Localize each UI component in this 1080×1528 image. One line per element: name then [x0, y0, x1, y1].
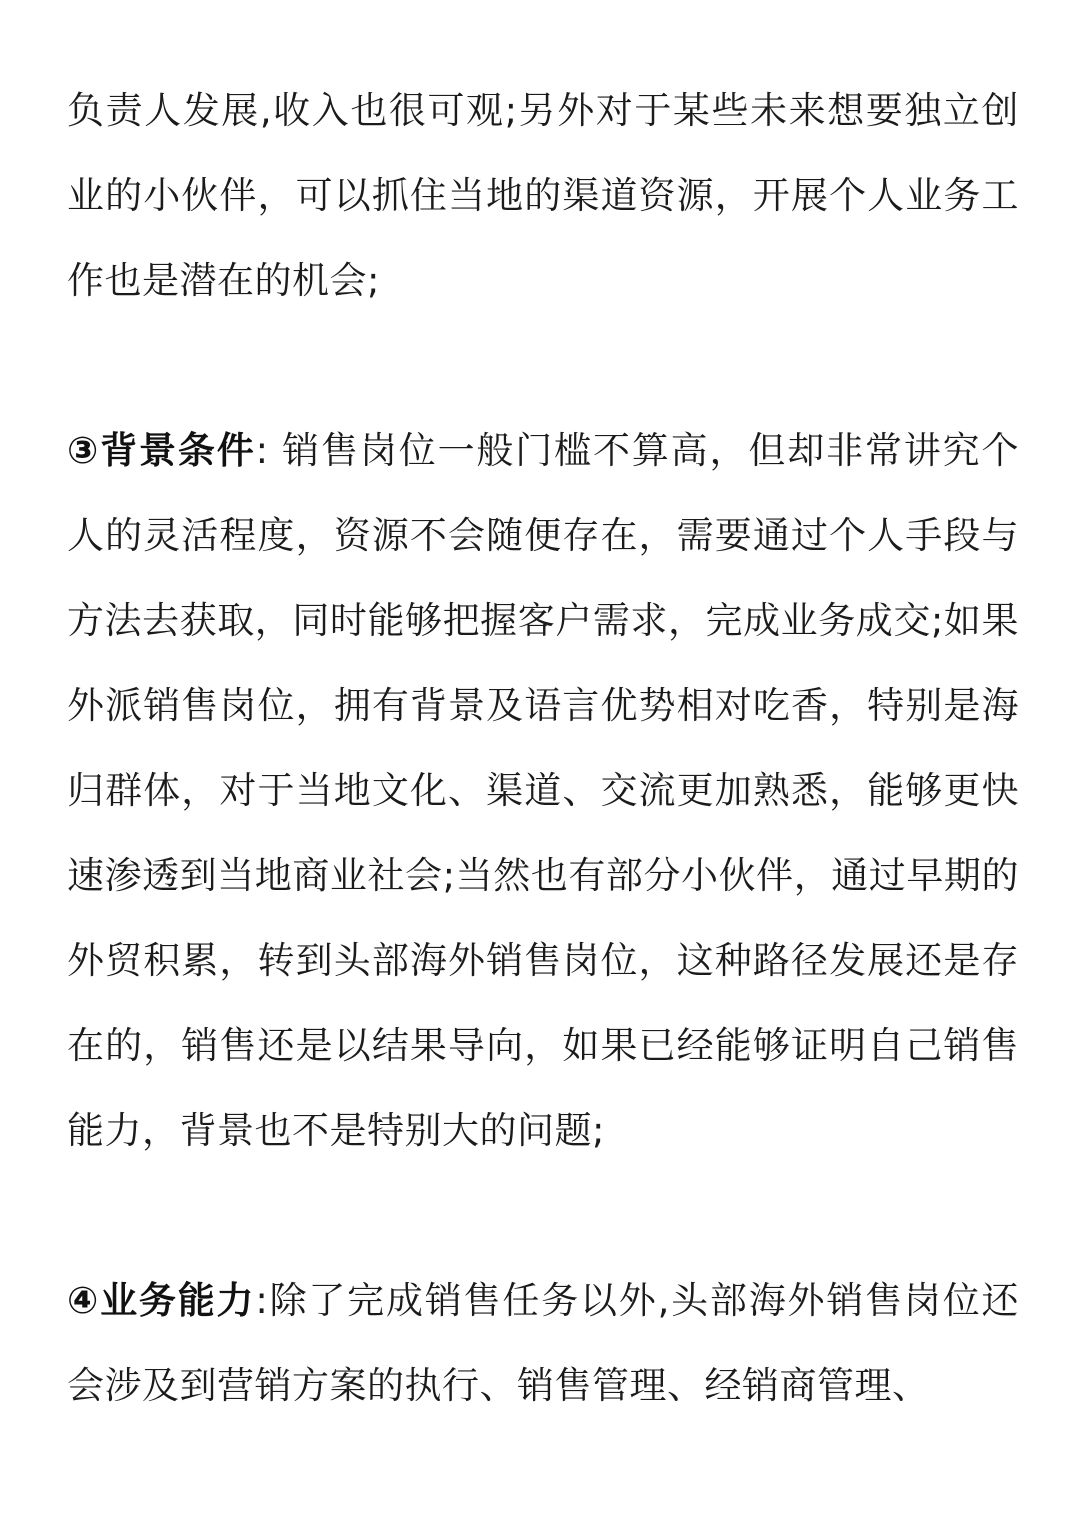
paragraph-text: 负责人发展,收入也很可观;另外对于某些未来想要独立创业的小伙伴，可以抓住当地的渠道资源，开展个人业务工作也是潜在的机会; — [67, 89, 1019, 302]
paragraph-text: :除了完成销售任务以外,头部海外销售岗位还会涉及到营销方案的执行、销售管理、经销商管理、 — [67, 1279, 1020, 1407]
paragraph-text: : 销售岗位一般门槛不算高，但却非常讲究个人的灵活程度，资源不会随便存在，需要通过个人手段与方法去获取，同时能够把握客户需求，完成业务成交;如果外派销售岗位，拥有背景及语言优势相对吃香，特别是海归群体，对于当地文化、渠道、交流更加熟悉，能够更快速渗透到当地商业社会;当然也有部分小伙伴，通过早期的外贸积累，转到头部海外销售岗位，这种路径发展还是存在的，销售还是以结果导向，如果已经能够证明自己销售能力，背景也不是特别大的问题; — [67, 429, 1019, 1152]
paragraph-background-conditions — [67, 408, 1019, 1173]
article-body — [67, 68, 1019, 1428]
section-heading-background: ③背景条件 — [67, 429, 256, 472]
paragraph-business-ability — [67, 1258, 1019, 1428]
section-heading-business-ability: ④业务能力 — [67, 1279, 256, 1322]
paragraph-career-opportunities — [67, 68, 1019, 323]
